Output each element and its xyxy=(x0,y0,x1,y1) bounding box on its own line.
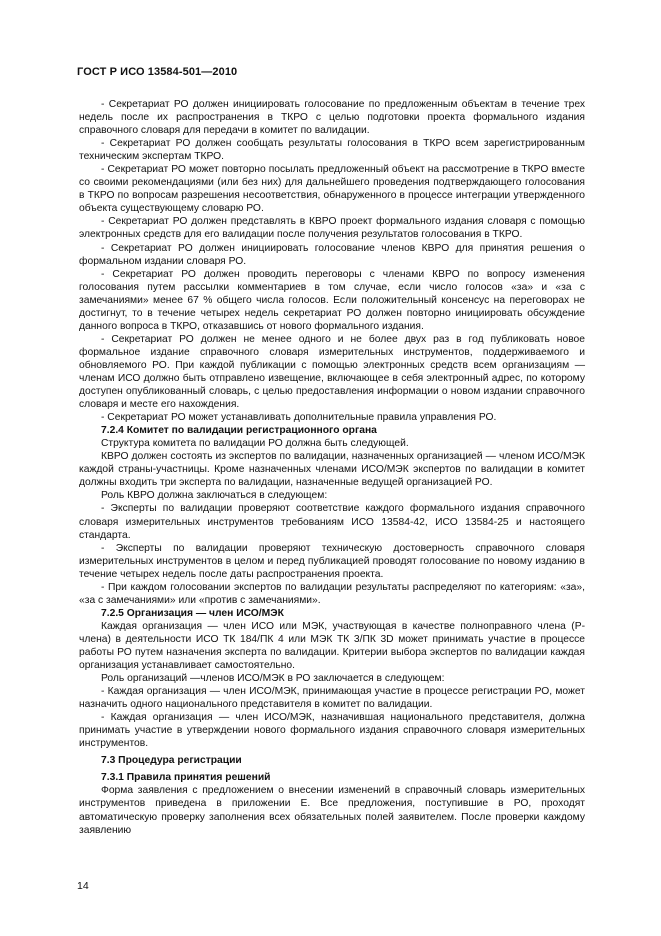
paragraph: Роль КВРО должна заключаться в следующем: xyxy=(101,490,328,502)
paragraph: - Секретариат РО должен представлять в КВРО проект формального издания словаря с помощью электронных средств для его валидации после получения результатов голосования в ТКРО. xyxy=(79,216,585,241)
paragraph: Форма заявления с предложением о внесении изменений в справочный словарь измерительных инструментов приведена в приложении Е. Все предложения, поступившие в РО, проходят автоматическую проверку заполнения всех обязательных полей заявителем. После проверки каждому заявлению xyxy=(79,785,585,836)
paragraph: - Эксперты по валидации проверяют техническую достоверность справочного словаря измерительных инструментов в целом и перед публикацией проводят голосование по новому изданию в течение четырех недель после даты распространения проекта. xyxy=(79,542,585,580)
paragraph: - Секретариат РО должен не менее одного и не более двух раз в год публиковать новое формальное издание справочного словаря измерительных инструментов, поддерживаемого и обновляемого РО. При каждой публикации с помощью электронных средств всем организациям — членам ИСО должно быть отправлено извещение, включающее в себя электронный адрес, по которому доступен опубликованный словарь, с целью предоставления информации о новом издании справочного словаря и месте его нахождения. xyxy=(79,333,585,411)
paragraph: - Каждая организация — член ИСО/МЭК, назначившая национального представителя, должна принимать участие в утверждении нового формального издания справочного словаря измерительных инструментов. xyxy=(79,712,585,750)
paragraph: - Секретариат РО должен проводить переговоры с членами КВРО по вопросу изменения голосования путем рассылки комментариев в том случае, если число голосов «за» и «за с замечаниями» менее 67 % общего числа голосов. Если положительный консенсус на переговорах не достигнут, то в течение четырех недель секретариат РО должен повторно инициировать обсуждение данного вопроса в ТКРО, отказавшись от нового формального издания. xyxy=(79,268,585,332)
paragraph: Структура комитета по валидации РО должна быть следующей. xyxy=(101,438,409,450)
paragraph: Каждая организация — член ИСО или МЭК, участвующая в качестве полноправного члена (Р-члена) в деятельности ИСО ТК 184/ПК 4 или МЭК ТК 3/ПК 3D может принимать участие в процессе работы РО путем назначения эксперта по валидации. Критерии выбора экспертов по валидации каждая организация устанавливает самостоятельно. xyxy=(79,620,585,672)
paragraph: - Каждая организация — член ИСО/МЭК, принимающая участие в процессе регистрации РО, может назначить одного национального представителя в комитет по валидации. xyxy=(79,686,585,711)
paragraph: - Секретариат РО может повторно посылать предложенный объект на рассмотрение в ТКРО вместе со своими рекомендациями (или без них) для дальнейшего проведения подтверждающего голосования в ТКРО по вопросам разрешения несоответствия, обнаруженного в процессе интеграции утвержденного объекта существующему словарю РО. xyxy=(79,164,585,215)
document-body xyxy=(79,98,585,837)
paragraph: - Секретариат РО должен инициировать голосование членов КВРО для принятия решения о формальном издании словаря РО. xyxy=(79,242,585,267)
paragraph: - Эксперты по валидации проверяют соответствие каждого формального издания справочного словаря измерительных инструментов требованиям ИСО 13584-42, ИСО 13584-25 и настоящего стандарта. xyxy=(79,503,585,541)
paragraph: - При каждом голосовании экспертов по валидации результаты распределяют по категориям: «за», «за с замечаниями» или «против с замечаниями». xyxy=(79,581,585,606)
document-header: ГОСТ Р ИСО 13584-501—2010 xyxy=(77,66,238,78)
paragraph: - Секретариат РО должен сообщать результаты голосования в ТКРО всем зарегистрированным техническим экспертам ТКРО. xyxy=(79,138,585,163)
paragraph: Роль организаций —членов ИСО/МЭК в РО заключается в следующем: xyxy=(101,673,445,685)
page-number: 14 xyxy=(77,880,89,892)
section-heading-7-2-4: 7.2.4 Комитет по валидации регистрационного органа xyxy=(101,425,377,437)
paragraph: - Секретариат РО может устанавливать дополнительные правила управления РО. xyxy=(101,412,497,424)
section-heading-7-3: 7.3 Процедура регистрации xyxy=(101,755,242,767)
section-heading-7-2-5: 7.2.5 Организация — член ИСО/МЭК xyxy=(101,607,284,619)
paragraph: - Секретариат РО должен инициировать голосование по предложенным объектам в течение трех недель после их распространения в ТКРО с целью подготовки проекта формального издания справочного словаря для передачи в комитет по валидации. xyxy=(79,99,585,137)
section-heading-7-3-1: 7.3.1 Правила принятия решений xyxy=(101,772,271,784)
paragraph: КВРО должен состоять из экспертов по валидации, назначенных организацией — членом ИСО/МЭК каждой страны-участницы. Кроме назначенных членами ИСО/МЭК экспертов по валидации в комитет должны входить три эксперта по валидации, назначенные ведущей организацией РО. xyxy=(79,451,585,489)
